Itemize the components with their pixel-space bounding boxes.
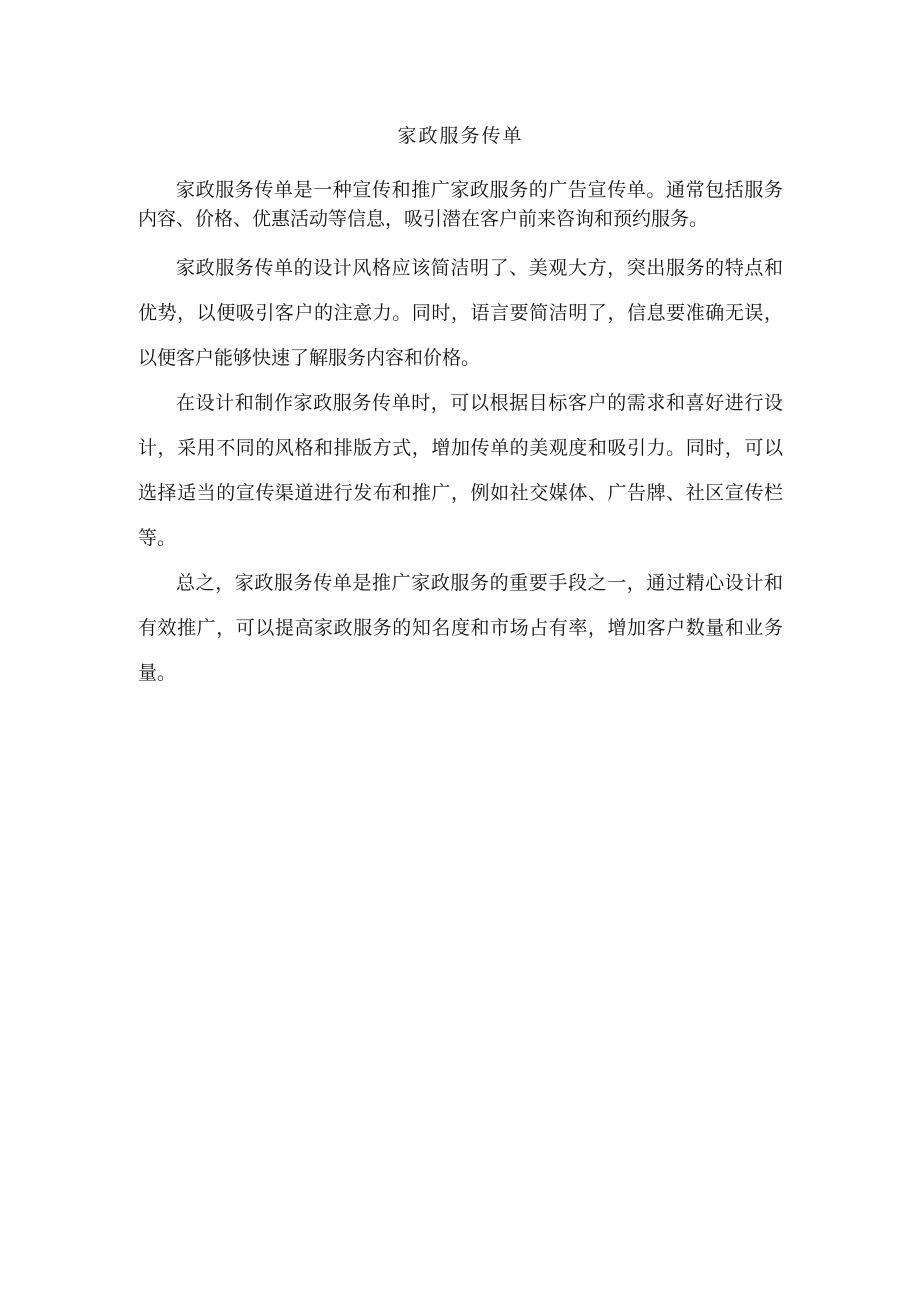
paragraph-summary: 总之，家政服务传单是推广家政服务的重要手段之一，通过精心设计和有效推广，可以提高家政服务的知名度和市场占有率，增加客户数量和业务量。: [138, 572, 783, 684]
paragraph-intro: 家政服务传单是一种宣传和推广家政服务的广告宣传单。通常包括服务内容、价格、优惠活动等信息，吸引潜在客户前来咨询和预约服务。: [138, 179, 783, 230]
paragraph-design-production: 在设计和制作家政服务传单时，可以根据目标客户的需求和喜好进行设计，采用不同的风格和排版方式，增加传单的美观度和吸引力。同时，可以选择适当的宣传渠道进行发布和推广，例如社交媒体、广告牌、社区宣传栏等。: [138, 392, 783, 549]
paragraph-design-style: 家政服务传单的设计风格应该简洁明了、美观大方，突出服务的特点和优势，以便吸引客户的注意力。同时，语言要简洁明了，信息要准确无误，以便客户能够快速了解服务内容和价格。: [138, 257, 783, 369]
document-title: 家政服务传单: [397, 125, 524, 147]
document-body: [138, 118, 783, 696]
